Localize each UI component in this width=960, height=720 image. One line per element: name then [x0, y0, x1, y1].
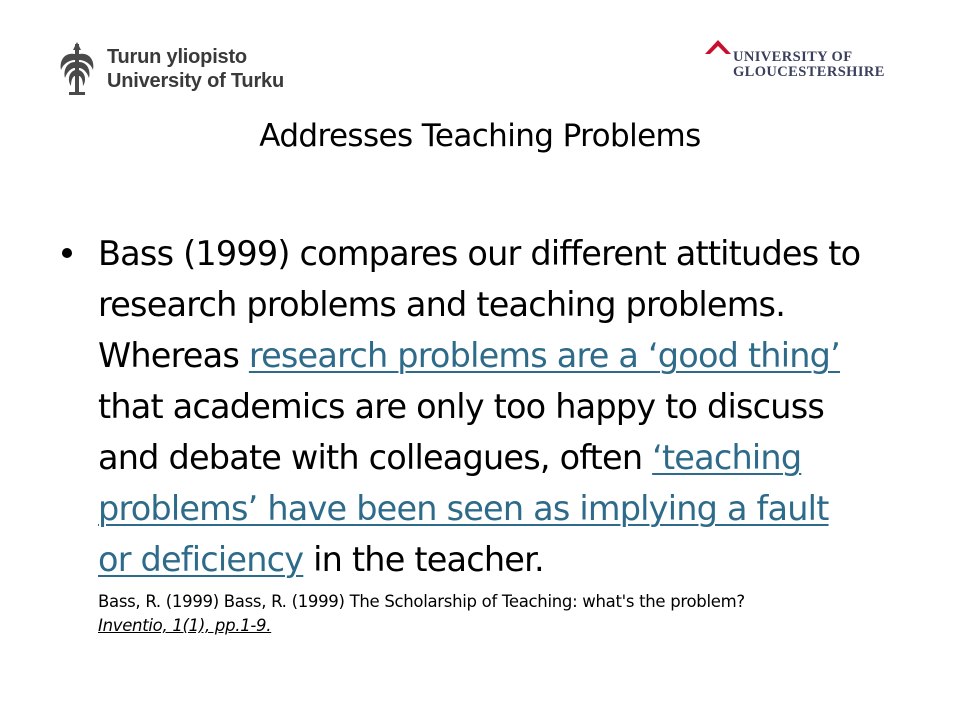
- bullet-text-part3: in the teacher.: [303, 540, 544, 579]
- bullet-item: [58, 228, 878, 585]
- gloucestershire-chevron-icon: [705, 38, 731, 56]
- reference-journal: Inventio, 1(1), pp.1-9.: [98, 616, 272, 635]
- bullet-text-part2: that academics are only too happy to discuss and debate with colleagues, often: [98, 387, 825, 477]
- logo-right-line1: UNIVERSITY OF: [733, 49, 853, 65]
- logo-left-line1: Turun yliopisto: [107, 46, 247, 68]
- turku-torch-seal-icon: [55, 40, 99, 98]
- research-problems-link[interactable]: research problems are a ‘good thing’: [248, 336, 840, 375]
- logo-left-line2: University of Turku: [107, 70, 284, 92]
- reference-text: Bass, R. (1999) Bass, R. (1999) The Scholarship of Teaching: what's the problem?: [98, 592, 745, 611]
- bullet-text-part1: Bass (1999) compares our different attitudes to research problems and teaching problems. Whereas: [98, 234, 861, 375]
- university-of-gloucestershire-logo: [705, 38, 885, 80]
- bullet-dot-icon: [62, 248, 72, 258]
- logo-right-line2: GLOUCESTERSHIRE: [733, 64, 885, 81]
- university-of-turku-logo: [55, 40, 284, 98]
- slide-title: Addresses Teaching Problems: [259, 118, 701, 154]
- bullet-text: [98, 228, 868, 585]
- reference-citation: [98, 590, 898, 638]
- teaching-problems-link[interactable]: ‘teaching problems’ have been seen as implying a fault or deficiency: [98, 438, 829, 579]
